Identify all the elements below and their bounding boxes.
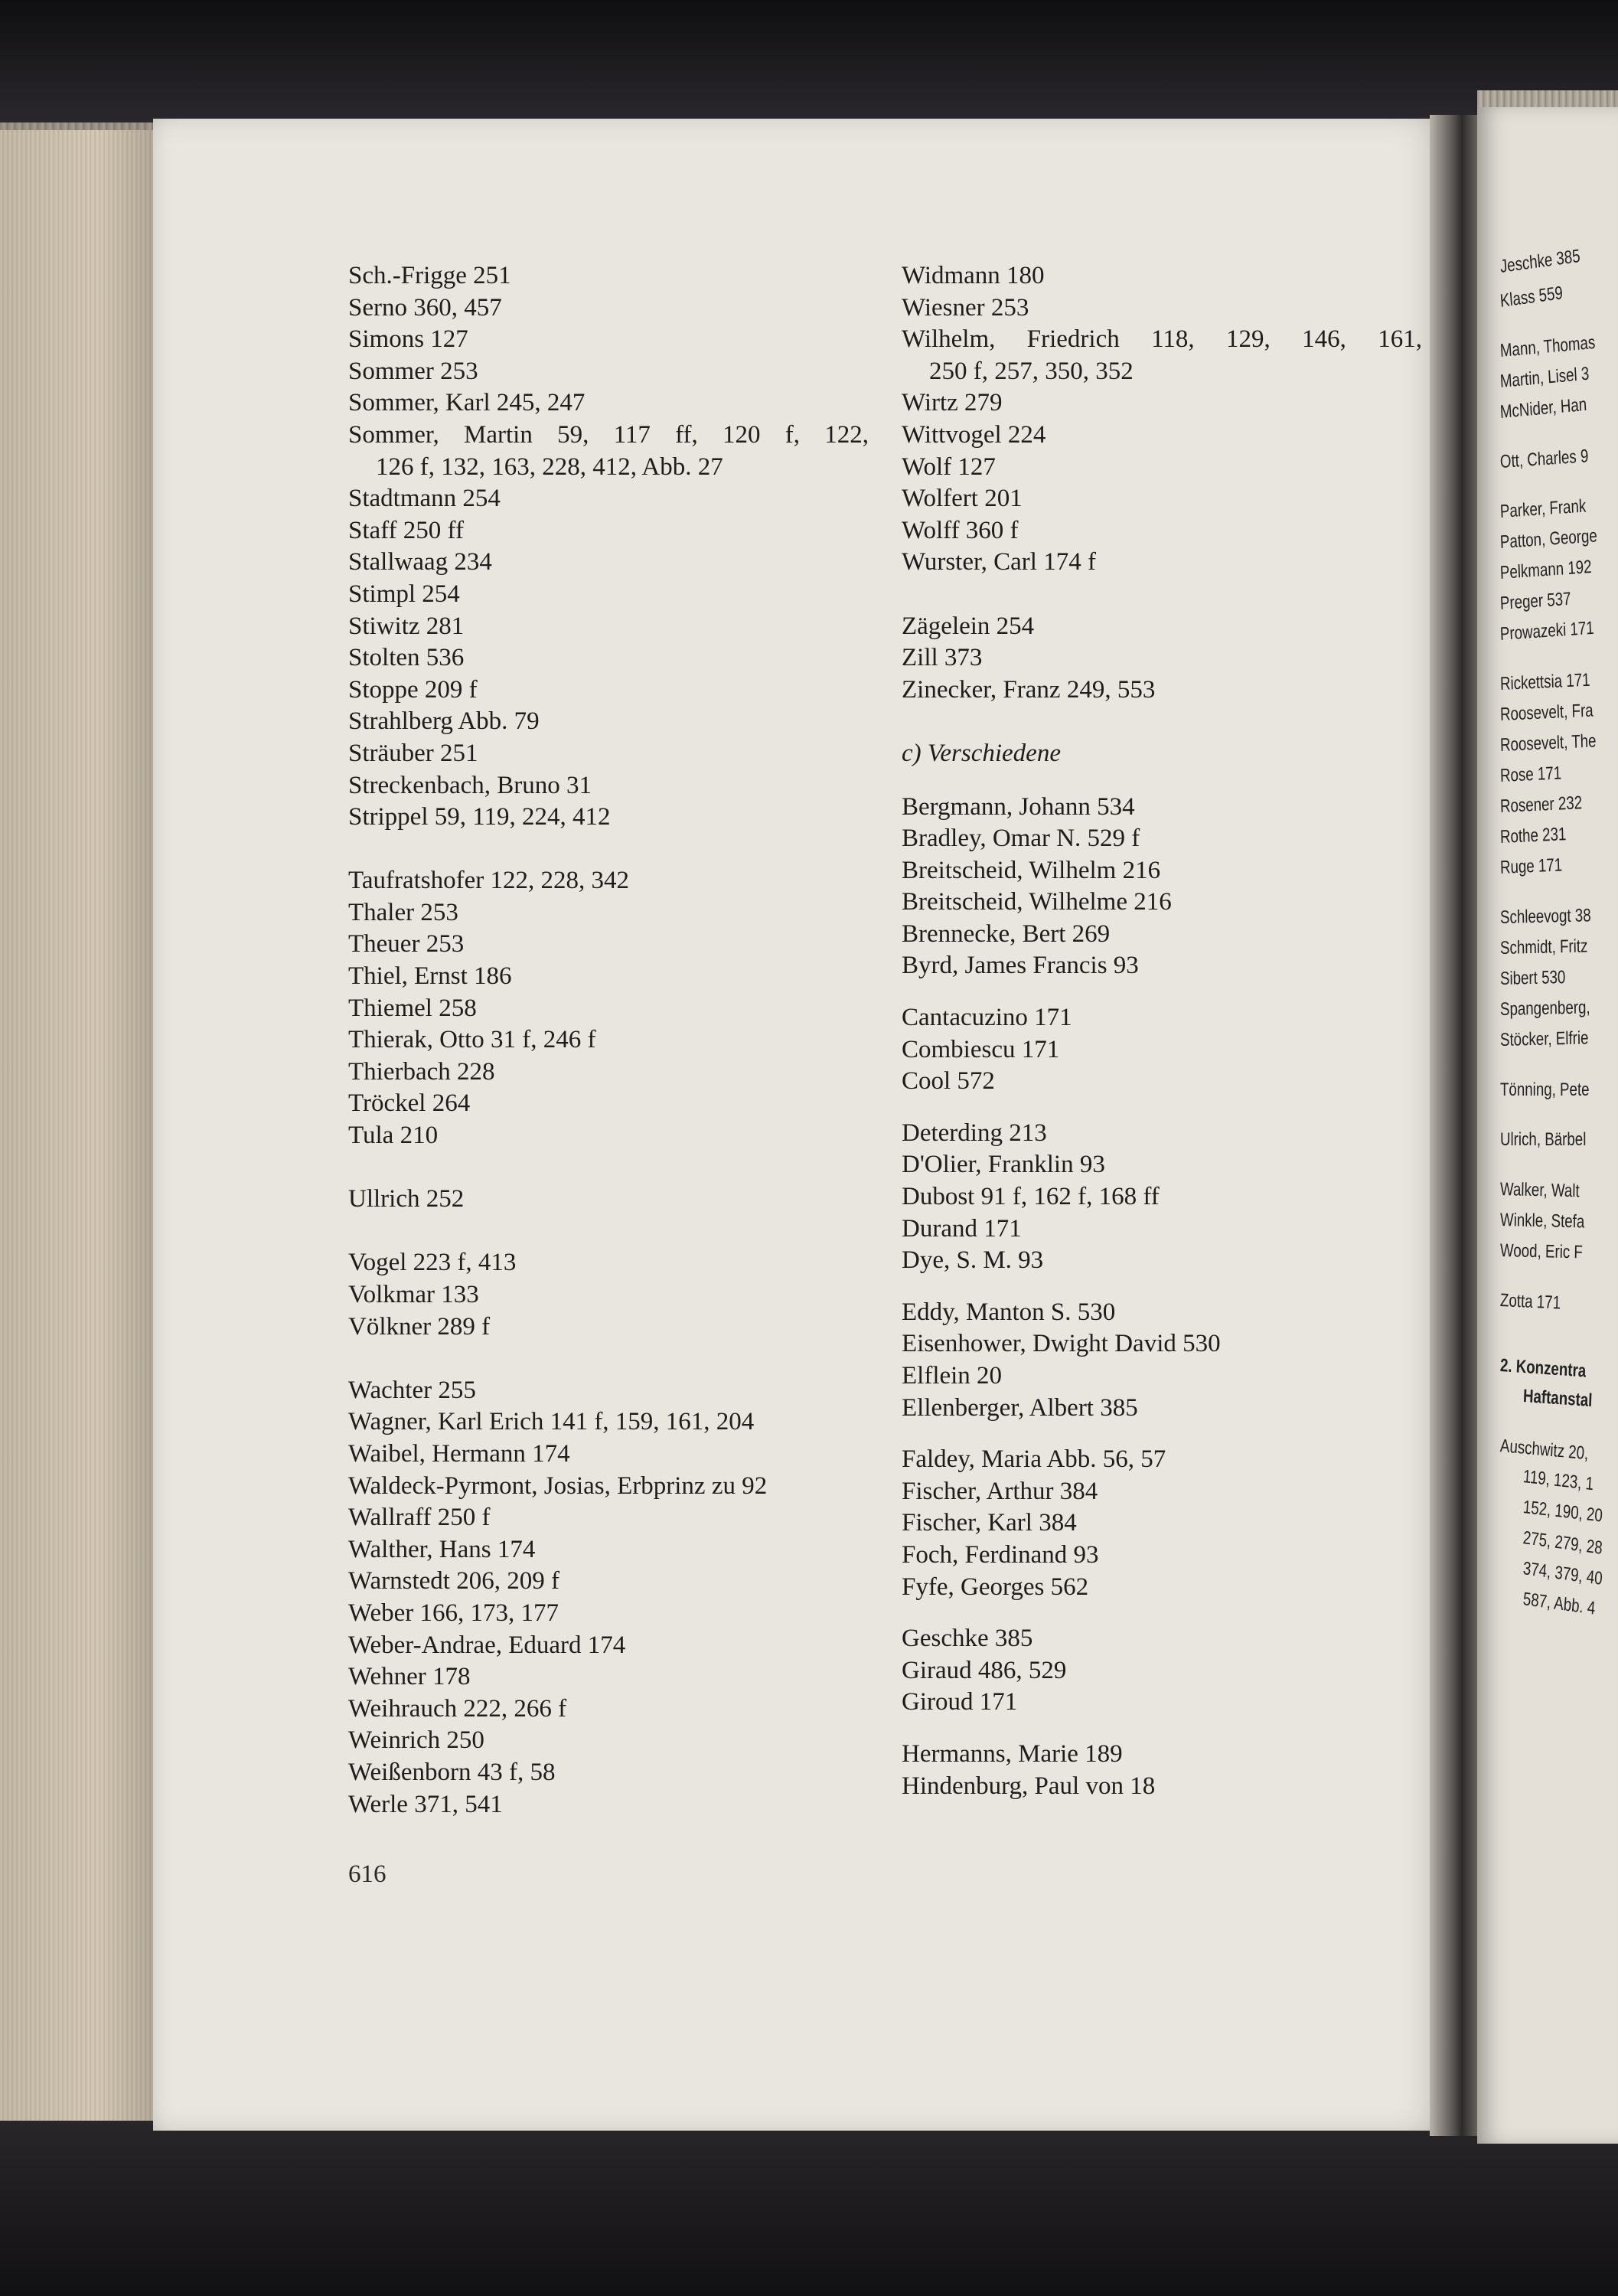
index-entry: Serno 360, 457 [348,293,502,322]
right-page-fragment: Schleevogt 38 [1499,905,1591,928]
right-page-fragment: Pelkmann 192 [1499,556,1593,583]
index-entry: Cool 572 [902,1067,995,1096]
right-page-fragment: Ruge 171 [1499,854,1563,878]
right-page-fragment: Rosener 232 [1499,792,1583,817]
index-entry: Wallraff 250 f [348,1504,491,1532]
index-entry: Foch, Ferdinand 93 [902,1540,1099,1569]
index-entry: Fyfe, Georges 562 [902,1573,1089,1601]
index-entry: Strahlberg Abb. 79 [348,707,540,736]
index-entry: Fischer, Arthur 384 [902,1477,1098,1505]
right-page-fragment: Zotta 171 [1499,1290,1561,1314]
index-entry: Sommer, Karl 245, 247 [348,389,586,417]
right-page-fragment: Schmidt, Fritz [1499,936,1588,959]
letter-group-spacer [902,982,1422,1002]
index-entry: Wehner 178 [348,1663,471,1691]
right-page-fragment: 2. Konzentra [1499,1355,1587,1382]
right-page-fragment: Patton, George [1499,525,1598,553]
right-page-fragment: Parker, Frank [1499,495,1587,522]
index-entry: Bergmann, Johann 534 [902,792,1135,821]
right-page-fragment: Rose 171 [1499,763,1562,786]
right-page-fragment: Spangenberg, [1499,997,1590,1020]
right-page-fragment: Ulrich, Bärbel [1500,1129,1587,1150]
index-entry: D'Olier, Franklin 93 [902,1151,1105,1179]
index-entry: Zägelein 254 [902,612,1035,640]
index-entry: Stallwaag 234 [348,548,492,576]
index-entry: Brennecke, Bert 269 [902,919,1111,948]
right-page-fragment: Auschwitz 20, [1499,1435,1589,1465]
index-entry: Byrd, James Francis 93 [902,952,1139,980]
index-entry: Thierbach 228 [348,1057,495,1086]
index-entry: Eisenhower, Dwight David 530 [902,1330,1221,1358]
index-entry: Völkner 289 f [348,1312,491,1341]
index-entry: Stiwitz 281 [348,612,465,640]
right-page-fragment: Prowazeki 171 [1499,617,1595,645]
index-entry: Wagner, Karl Erich 141 f, 159, 161, 204 [348,1408,755,1436]
right-page-fragment: Wood, Eric F [1499,1240,1584,1263]
index-entry: Tröckel 264 [348,1089,471,1118]
right-page-fragment: Tönning, Pete [1500,1079,1590,1100]
index-column-left [348,260,869,1821]
index-entry: Fischer, Karl 384 [902,1509,1077,1537]
index-entry: Dye, S. M. 93 [902,1246,1044,1275]
index-entry: Weißenborn 43 f, 58 [348,1758,556,1786]
index-entry: Durand 171 [902,1214,1022,1243]
index-entry: Ellenberger, Albert 385 [902,1393,1138,1422]
index-entry: Stoppe 209 f [348,675,478,704]
index-entry: Deterding 213 [902,1119,1047,1147]
index-entry: Werle 371, 541 [348,1790,503,1818]
letter-group-spacer [348,1216,869,1248]
right-page-fragment: McNider, Han [1499,394,1587,423]
index-entry: Cantacuzino 171 [902,1004,1072,1032]
right-page-fragment: 152, 190, 20 [1522,1497,1603,1527]
page-number: 616 [348,1860,387,1888]
letter-group-spacer [902,1277,1422,1297]
index-entry: Wirtz 279 [902,389,1003,417]
index-entry: Wittvogel 224 [902,420,1046,449]
right-page-fragment: 275, 279, 28 [1522,1527,1603,1559]
index-entry: Wachter 255 [348,1376,476,1404]
right-page-fragment: Preger 537 [1499,588,1572,614]
right-page-fragment: Rothe 231 [1499,824,1567,848]
index-entry: Sch.-Frigge 251 [348,262,511,289]
right-page-fragment: Ott, Charles 9 [1499,446,1589,472]
index-entry: Zill 373 [902,644,983,672]
book-page-edges-shade [0,130,165,2121]
index-entry: Thaler 253 [348,898,458,926]
background-bottom [0,2113,1618,2296]
letter-group-spacer [902,1424,1422,1444]
index-entry: Stolten 536 [348,644,465,672]
letter-group-spacer [902,1098,1422,1118]
index-entry: Weber 166, 173, 177 [348,1599,559,1627]
index-entry: Sträuber 251 [348,739,478,767]
right-page-fragment: 374, 379, 40 [1522,1558,1603,1589]
section-heading: c) Verschiedene [902,739,1061,767]
right-page-index-fragments [1477,107,1618,2144]
index-entry: Weihrauch 222, 266 f [348,1694,567,1723]
right-page-fragment: Klass 559 [1499,283,1564,312]
letter-group-spacer [902,1603,1422,1623]
letter-group-spacer [902,1719,1422,1739]
right-page-fragment: Sibert 530 [1499,967,1566,989]
index-entry: Faldey, Maria Abb. 56, 57 [902,1445,1166,1474]
index-entry: Streckenbach, Bruno 31 [348,771,592,799]
index-entry: Warnstedt 206, 209 f [348,1567,559,1595]
right-page [1477,107,1618,2144]
right-page-fragment: Martin, Lisel 3 [1499,363,1590,392]
index-entry: Taufratshofer 122, 228, 342 [348,867,630,895]
index-entry: Combiescu 171 [902,1035,1060,1063]
right-page-fragment: Haftanstal [1522,1386,1593,1412]
index-entry-continuation: 250 f, 257, 350, 352 [929,357,1134,385]
index-entry: Strippel 59, 119, 224, 412 [348,803,611,831]
right-page-fragment: Walker, Walt [1499,1179,1580,1202]
index-entry: Bradley, Omar N. 529 f [902,825,1140,853]
index-entry: Hindenburg, Paul von 18 [902,1772,1156,1800]
index-column-middle [902,260,1422,1802]
index-entry: Breitscheid, Wilhelme 216 [902,888,1172,916]
index-entry: Thiel, Ernst 186 [348,962,512,991]
index-entry: Wolf 127 [902,452,996,481]
index-entry: Waibel, Hermann 174 [348,1439,570,1468]
index-entry: Giraud 486, 529 [902,1656,1067,1684]
right-page-fragment: Roosevelt, The [1499,730,1597,756]
index-entry: Sommer 253 [348,357,478,385]
index-entry: Wiesner 253 [902,293,1029,322]
index-entry: Walther, Hans 174 [348,1535,536,1563]
index-entry: Giroud 171 [902,1688,1018,1716]
index-entry: Ullrich 252 [348,1185,465,1213]
index-entry: Hermanns, Marie 189 [902,1739,1123,1768]
index-entry-continuation: 126 f, 132, 163, 228, 412, Abb. 27 [376,452,723,481]
index-entry: Staff 250 ff [348,516,464,544]
index-entry: Vogel 223 f, 413 [348,1249,517,1277]
index-entry: Weber-Andrae, Eduard 174 [348,1631,626,1659]
index-entry: Elflein 20 [902,1362,1003,1390]
index-entry: Eddy, Manton S. 530 [902,1298,1116,1326]
right-page-fragment: Stöcker, Elfrie [1499,1027,1589,1050]
letter-group-spacer [902,706,1422,738]
letter-group-spacer [902,579,1422,611]
index-entry: Wurster, Carl 174 f [902,548,1096,576]
right-page-fragment: Roosevelt, Fra [1499,700,1594,725]
right-page-fragment: Jeschke 385 [1499,245,1581,277]
right-page-fragment: Rickettsia 171 [1499,669,1590,694]
index-entry: Geschke 385 [902,1625,1033,1653]
index-entry: Zinecker, Franz 249, 553 [902,675,1156,704]
index-entry: Stadtmann 254 [348,485,501,513]
index-entry: Wilhelm, Friedrich 118, 129, 146, 161, [902,325,1422,354]
index-entry: Sommer, Martin 59, 117 ff, 120 f, 122, [348,420,869,449]
letter-group-spacer [348,1152,869,1184]
letter-group-spacer [348,834,869,866]
index-entry: Thierak, Otto 31 f, 246 f [348,1026,596,1054]
background-top [0,0,1618,134]
index-entry: Stimpl 254 [348,580,460,608]
index-entry: Wolfert 201 [902,485,1023,513]
right-page-fragment: 587, Abb. 4 [1522,1589,1597,1619]
index-entry: Tula 210 [348,1122,439,1150]
letter-group-spacer [348,1343,869,1375]
index-entry: Simons 127 [348,325,468,354]
index-entry: Wolff 360 f [902,516,1019,544]
index-entry: Thiemel 258 [348,994,477,1022]
book-gutter [1430,115,1483,2136]
right-page-fragment: 119, 123, 1 [1522,1466,1594,1495]
index-entry: Breitscheid, Wilhelm 216 [902,856,1161,884]
right-page-fragment: Winkle, Stefa [1499,1210,1585,1233]
index-entry: Volkmar 133 [348,1281,479,1308]
right-page-fragment: Mann, Thomas [1499,331,1596,361]
index-entry: Widmann 180 [902,262,1045,289]
index-entry: Theuer 253 [348,930,465,959]
index-entry: Dubost 91 f, 162 f, 168 ff [902,1183,1160,1211]
index-entry: Waldeck-Pyrmont, Josias, Erbprinz zu 92 [348,1471,768,1500]
index-entry: Weinrich 250 [348,1726,484,1755]
